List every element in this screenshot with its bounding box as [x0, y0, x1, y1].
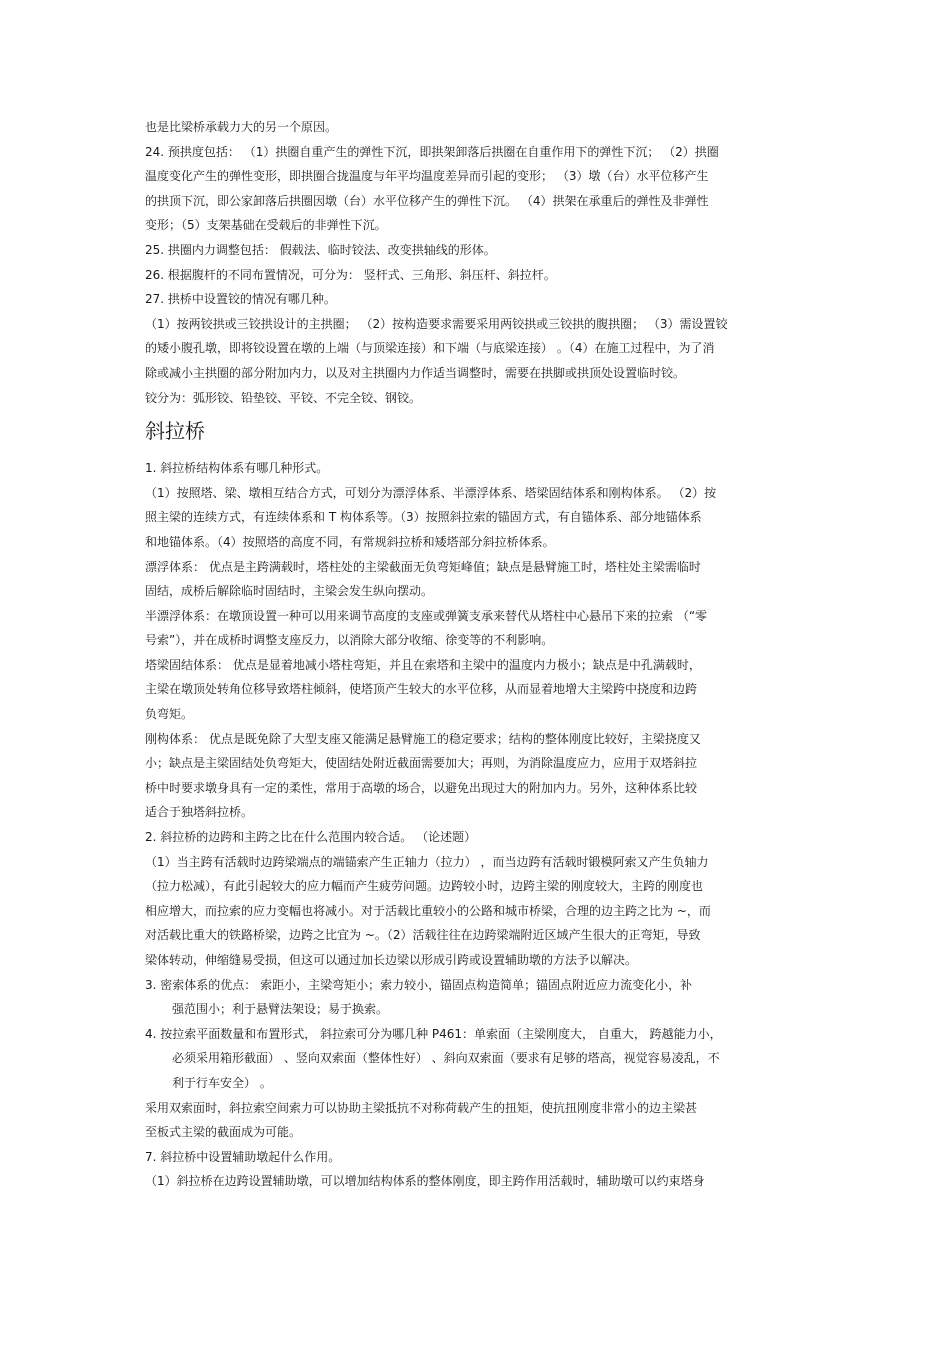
text-line: （1）当主跨有活载时边跨梁端点的端锚索产生正轴力（拉力） ，而当边跨有活载时锻模阿索又产生负轴力: [145, 854, 709, 869]
text-line: 相应增大，而拉索的应力变幅也将减小。对于活载比重较小的公路和城市桥梁，合理的边主跨之比为 ~，而: [145, 903, 711, 918]
text-line: 利于行车安全） 。: [172, 1075, 272, 1090]
text-line: 对活载比重大的铁路桥梁，边跨之比宜为 ~。（2）活载往往在边跨梁端附近区域产生很大的正弯矩，导致: [145, 928, 701, 943]
text-line: 半漂浮体系：在墩顶设置一种可以用来调节高度的支座或弹簧支承来替代从塔柱中心悬吊下来的拉索 （“零: [145, 608, 708, 623]
text-line: 刚构体系： 优点是既免除了大型支座又能满足悬臂施工的稳定要求；结构的整体刚度比较好，主梁挠度又: [145, 731, 701, 746]
section-heading: 斜拉桥: [145, 419, 205, 444]
text-line: 桥中时要求墩身具有一定的柔性，常用于高墩的场合，以避免出现过大的附加内力。另外，这种体系比较: [145, 780, 698, 795]
text-line: 铰分为：弧形铰、铅垫铰、平铰、不完全铰、钢铰。: [145, 390, 422, 405]
text-line: （拉力松减），有此引起较大的应力幅而产生疲劳问题。边跨较小时，边跨主梁的刚度较大，主跨的刚度也: [145, 879, 704, 894]
text-line: 必须采用箱形截面） 、竖向双索面（整体性好） 、斜向双索面（要求有足够的塔高，视觉容易凌乱，不: [172, 1051, 720, 1066]
text-line: （1）按两铰拱或三铰拱设计的主拱圈； （2）按构造要求需要采用两铰拱或三铰拱的腹拱圈； （3）需设置铰: [145, 316, 728, 331]
text-line: 的拱顶下沉，即公家卸落后拱圈因墩（台）水平位移产生的弹性下沉。 （4）拱架在承重后的弹性及非弹性: [145, 193, 709, 208]
document-page: [145, 115, 807, 1194]
text-line: 2. 斜拉桥的边跨和主跨之比在什么范围内较合适。 （论述题）: [145, 830, 477, 845]
text-line: 塔梁固结体系： 优点是显着地减小塔柱弯矩，并且在索塔和主梁中的温度内力极小；缺点是中孔满载时，: [145, 657, 701, 672]
text-line: 梁体转动，伸缩缝易受损，但这可以通过加长边梁以形成引跨或设置辅助墩的方法予以解决。: [145, 953, 638, 967]
text-line: 照主梁的连续方式，有连续体系和 T 构体系等。（3）按照斜拉索的锚固方式，有自锚体系、部分地锚体系: [145, 510, 702, 525]
section-cable-stayed-bridge: [145, 456, 807, 1194]
text-line: 小；缺点是主梁固结处负弯矩大，使固结处附近截面需要加大；再则，为消除温度应力，应用于双塔斜拉: [145, 756, 698, 771]
list-item: 3. 密索体系的优点： 索距小，主梁弯矩小；索力较小，锚固点构造简单；锚固点附近应力流变化小，补: [145, 977, 693, 992]
text-line: 强范围小；利于悬臂法架设；易于换索。: [172, 1002, 389, 1017]
text-line: 至板式主梁的截面成为可能。: [145, 1125, 302, 1140]
text-line: 采用双索面时，斜拉索空间索力可以协助主梁抵抗不对称荷载产生的扭矩，使抗扭刚度非常小的边主梁甚: [145, 1100, 698, 1115]
text-line: 负弯矩。: [145, 707, 194, 722]
text-line: （1）斜拉桥在边跨设置辅助墩，可以增加结构体系的整体刚度，即主跨作用活载时，辅助墩可以约束塔身: [145, 1174, 705, 1189]
text-line: 27. 拱桥中设置铰的情况有哪几种。: [145, 292, 336, 307]
text-line: 变形；（5）支架基础在受载后的非弹性下沉。: [145, 218, 387, 233]
text-line: 主梁在墩顶处转角位移导致塔柱倾斜，使塔顶产生较大的水平位移，从而显着地增大主梁跨中挠度和边跨: [145, 682, 698, 697]
text-line: 26. 根据腹杆的不同布置情况，可分为： 竖杆式、三角形、斜压杆、斜拉杆。: [145, 267, 556, 282]
text-line: 温度变化产生的弹性变形，即拱圈合拢温度与年平均温度差异而引起的变形； （3）墩（台）水平位移产生: [145, 169, 709, 184]
text-line: 漂浮体系： 优点是主跨满载时，塔柱处的主梁截面无负弯矩峰值；缺点是悬臂施工时，塔柱处主梁需临时: [145, 559, 701, 574]
list-item: 4. 按拉索平面数量和布置形式， 斜拉索可分为哪几种 P461：单索面（主梁刚度大， 自重大， 跨越能力小，: [145, 1026, 722, 1041]
text-line: 24. 预拱度包括： （1）拱圈自重产生的弹性下沉，即拱架卸落后拱圈在自重作用下的弹性下沉； （2）拱圈: [145, 144, 719, 159]
text-line: （1）按照塔、梁、墩相互结合方式，可划分为漂浮体系、半漂浮体系、塔梁固结体系和刚构体系。 （2）按: [145, 485, 717, 500]
text-line: 1. 斜拉桥结构体系有哪几种形式。: [145, 461, 329, 476]
text-line: 适合于独塔斜拉桥。: [145, 805, 254, 820]
text-line: 的矮小腹孔墩，即将铰设置在墩的上端（与顶梁连接）和下端（与底梁连接） 。（4）在施工过程中，为了消: [145, 341, 715, 356]
text-line: 7. 斜拉桥中设置辅助墩起什么作用。: [145, 1149, 341, 1164]
text-line: 固结，成桥后解除临时固结时，主梁会发生纵向摆动。: [145, 584, 434, 599]
text-line: 25. 拱圈内力调整包括： 假载法、临时铰法、改变拱轴线的形体。: [145, 242, 496, 257]
section-arch-bridge: [145, 115, 807, 410]
text-line: 也是比梁桥承载力大的另一个原因。: [145, 120, 338, 134]
text-line: 号索”），并在成桥时调整支座反力，以消除大部分收缩、徐变等的不利影响。: [145, 633, 554, 648]
text-line: 除或减小主拱圈的部分附加内力，以及对主拱圈内力作适当调整时，需要在拱脚或拱顶处设置临时铰。: [145, 365, 686, 380]
text-line: 和地锚体系。（4）按照塔的高度不同，有常规斜拉桥和矮塔部分斜拉桥体系。: [145, 534, 555, 549]
